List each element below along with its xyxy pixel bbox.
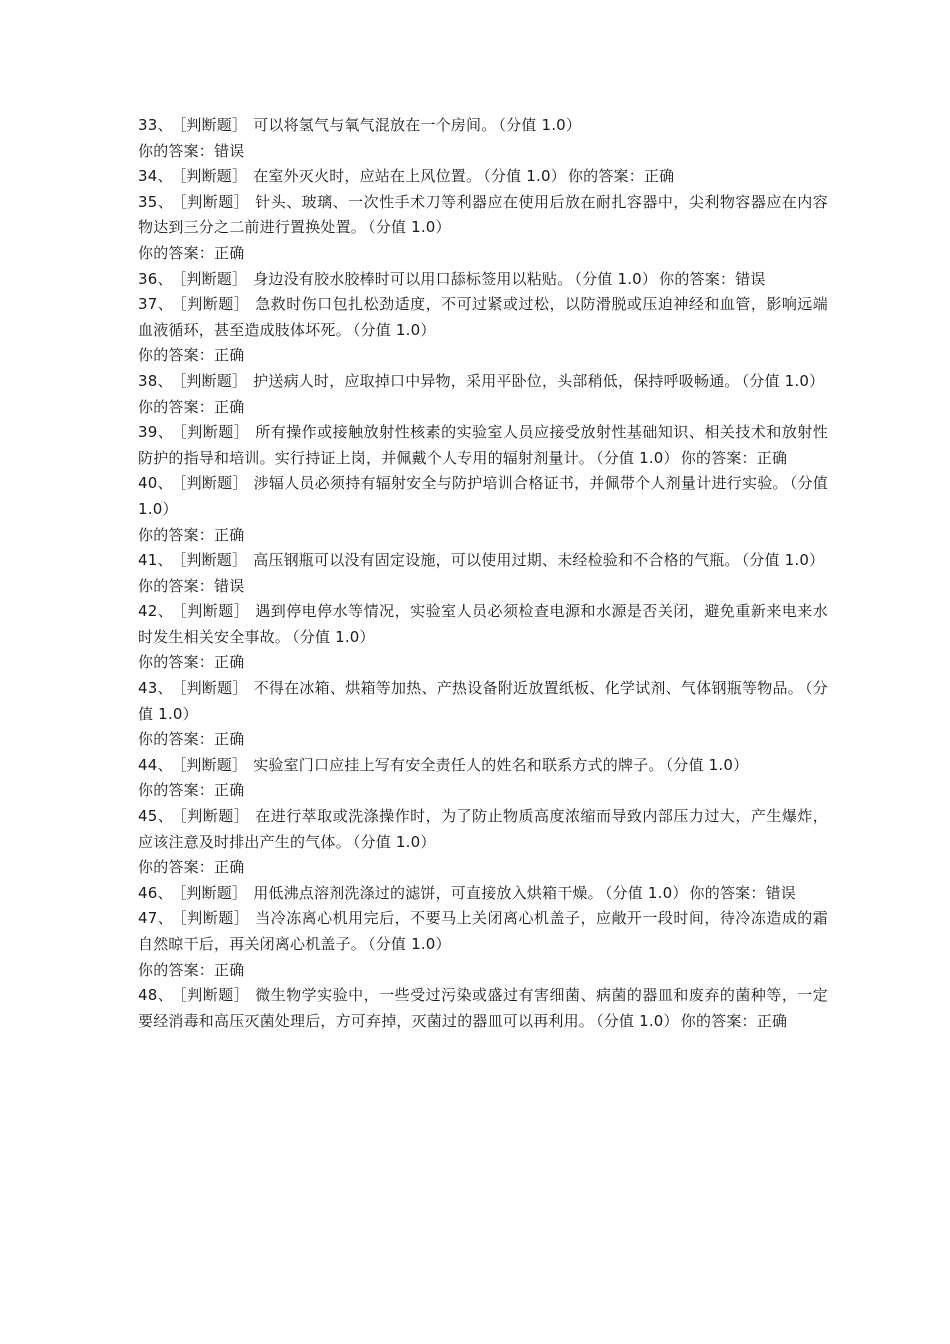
question-type: ［判断题］ [179,807,250,826]
answer-value: 正确 [756,1011,788,1030]
question-score: （分值 1.0） [368,935,451,953]
question-answer [138,343,828,369]
question-number: 40、 [138,474,173,493]
answer-label: 你的答案： [567,167,644,186]
question-item [138,804,828,881]
question-number: 34、 [138,167,173,186]
question-item [138,164,828,190]
question-type: ［判断题］ [178,167,248,186]
answer-label: 你的答案： [138,653,215,672]
question-score: （分值 1.0） [352,320,436,339]
answer-value: 正确 [214,781,245,800]
question-text: 实验室门口应挂上写有安全责任人的姓名和联系方式的牌子。 [253,755,664,774]
question-number: 36、 [138,269,173,288]
question-score: （分值 1.0） [483,167,566,186]
question-item [138,190,828,267]
question-number: 33、 [138,116,173,134]
question-type: ［判断题］ [178,269,248,288]
question-answer [138,523,828,549]
answer-label: 你的答案： [138,781,215,800]
question-item [138,753,828,804]
question-item [138,471,828,548]
answer-label: 你的答案： [680,1011,757,1030]
answer-value: 正确 [214,243,245,262]
question-item [138,292,828,369]
question-number: 45、 [138,807,174,826]
question-text: 护送病人时，应取掉口中异物，采用平卧位，头部稍低，保持呼吸畅通。 [253,371,740,390]
question-score: （分值 1.0） [604,883,688,902]
question-type: ［判断题］ [178,371,248,390]
question-text: 不得在冰箱、烘箱等加热、产热设备附近放置纸板、化学试剂、气体钢瓶等物品。 [253,679,804,698]
question-score: （分值 1.0） [368,218,451,237]
question-item [138,906,828,983]
question-score: （分值 1.0） [352,832,436,851]
question-number: 48、 [138,986,174,1005]
answer-label: 你的答案： [138,397,215,416]
question-item [138,676,828,753]
question-type: ［判断题］ [178,551,248,570]
answer-value: 正确 [214,653,245,672]
answer-value: 正确 [214,960,245,979]
question-score: （分值 1.0） [596,448,679,467]
question-score: （分值 1.0） [596,1011,679,1030]
answer-label: 你的答案： [138,960,215,979]
question-text: 微生物学实验中，一些受过污染或盛过有害细菌、病菌的器皿和废弃的菌种等，一定要经消毒和高压灭菌处理后，方可弃掉，灭菌过的器皿可以再利用。 [138,986,828,1030]
question-type: ［判断题］ [179,986,250,1005]
question-number: 42、 [138,602,174,621]
question-type: ［判断题］ [178,679,248,698]
question-list [138,113,828,1034]
question-text: 针头、玻璃、一次性手术刀等利器应在使用后放在耐扎容器中，尖利物容器应在内容物达到三分之二前进行置换处置。 [138,192,828,237]
question-answer [138,395,828,421]
answer-label: 你的答案： [138,346,215,365]
question-answer [138,727,828,753]
question-type: ［判断题］ [178,755,248,774]
question-answer [568,167,674,185]
question-score: （分值 1.0） [741,551,825,570]
question-type: ［判断题］ [179,295,250,314]
answer-value: 正确 [214,858,245,877]
question-text: 高压钢瓶可以没有固定设施，可以使用过期、未经检验和不合格的气瓶。 [253,551,740,570]
question-number: 47、 [138,909,174,928]
answer-value: 错误 [214,576,245,595]
question-answer [659,270,765,288]
question-item [138,599,828,676]
question-answer [681,449,787,467]
question-type: ［判断题］ [179,423,250,442]
answer-label: 你的答案： [659,269,736,288]
question-answer [690,884,796,902]
question-number: 41、 [138,551,173,570]
answer-label: 你的答案： [138,730,215,749]
question-item [138,113,828,164]
question-text: 当冷冻离心机用完后，不要马上关闭离心机盖子，应敞开一段时间，待冷冻造成的霜自然晾干后，再关闭离心机盖子。 [138,909,828,953]
question-item [138,369,828,420]
answer-label: 你的答案： [689,883,766,902]
answer-label: 你的答案： [138,576,215,595]
question-score: （分值 1.0） [138,474,828,518]
question-answer [138,139,828,165]
question-type: ［判断题］ [179,192,250,211]
question-answer [138,958,828,984]
question-text: 在室外灭火时，应站在上风位置。 [253,167,482,186]
question-answer [138,650,828,676]
question-type: ［判断题］ [179,602,250,621]
answer-label: 你的答案： [138,141,215,160]
answer-value: 正确 [214,346,245,365]
question-number: 38、 [138,371,173,390]
question-answer [681,1012,787,1030]
question-text: 遇到停电停水等情况，实验室人员必须检查电源和水源是否关闭，避免重新来电来水时发生相关安全事故。 [138,602,828,646]
answer-value: 正确 [214,397,245,416]
question-type: ［判断题］ [179,909,250,928]
question-text: 身边没有胶水胶棒时可以用口舔标签用以粘贴。 [253,269,573,288]
question-number: 43、 [138,679,173,698]
question-score: （分值 1.0） [665,755,749,774]
question-answer [138,574,828,600]
question-score: （分值 1.0） [138,679,828,723]
question-type: ［判断题］ [178,474,248,493]
question-text: 所有操作或接触放射性核素的实验室人员应接受放射性基础知识、相关技术和放射性防护的指导和培训。实行持证上岗，并佩戴个人专用的辐射剂量计。 [138,423,828,467]
question-item [138,267,828,293]
question-number: 39、 [138,423,174,442]
answer-value: 正确 [643,167,675,186]
question-text: 用低沸点溶剂洗涤过的滤饼，可直接放入烘箱干燥。 [253,883,603,902]
question-item [138,983,828,1034]
answer-label: 你的答案： [680,448,757,467]
question-number: 35、 [138,192,174,211]
question-answer [138,855,828,881]
question-text: 可以将氢气与氧气混放在一个房间。 [253,116,497,134]
question-answer [138,241,828,267]
answer-value: 错误 [214,141,245,160]
question-score: （分值 1.0） [498,116,582,134]
question-type: ［判断题］ [178,883,248,902]
question-number: 37、 [138,295,174,314]
answer-value: 正确 [214,525,245,544]
question-answer [138,778,828,804]
question-item [138,548,828,599]
answer-value: 错误 [735,269,766,288]
answer-value: 错误 [765,883,796,902]
question-score: （分值 1.0） [574,269,658,288]
answer-value: 正确 [214,730,245,749]
question-number: 44、 [138,755,173,774]
question-number: 46、 [138,883,173,902]
question-text: 涉辐人员必须持有辐射安全与防护培训合格证书，并佩带个人剂量计进行实验。 [253,474,788,493]
answer-label: 你的答案： [138,243,215,262]
answer-value: 正确 [756,448,788,467]
question-text: 在进行萃取或洗涤操作时，为了防止物质高度浓缩而导致内部压力过大，产生爆炸，应该注意及时排出产生的气体。 [138,807,828,851]
question-score: （分值 1.0） [292,627,375,646]
answer-label: 你的答案： [138,858,215,877]
question-item [138,881,828,907]
answer-label: 你的答案： [138,525,215,544]
question-item [138,420,828,471]
question-type: ［判断题］ [178,116,248,134]
question-score: （分值 1.0） [741,371,825,390]
question-text: 急救时伤口包扎松劲适度，不可过紧或过松，以防滑脱或压迫神经和血管，影响远端血液循环，甚至造成肢体坏死。 [138,295,828,339]
